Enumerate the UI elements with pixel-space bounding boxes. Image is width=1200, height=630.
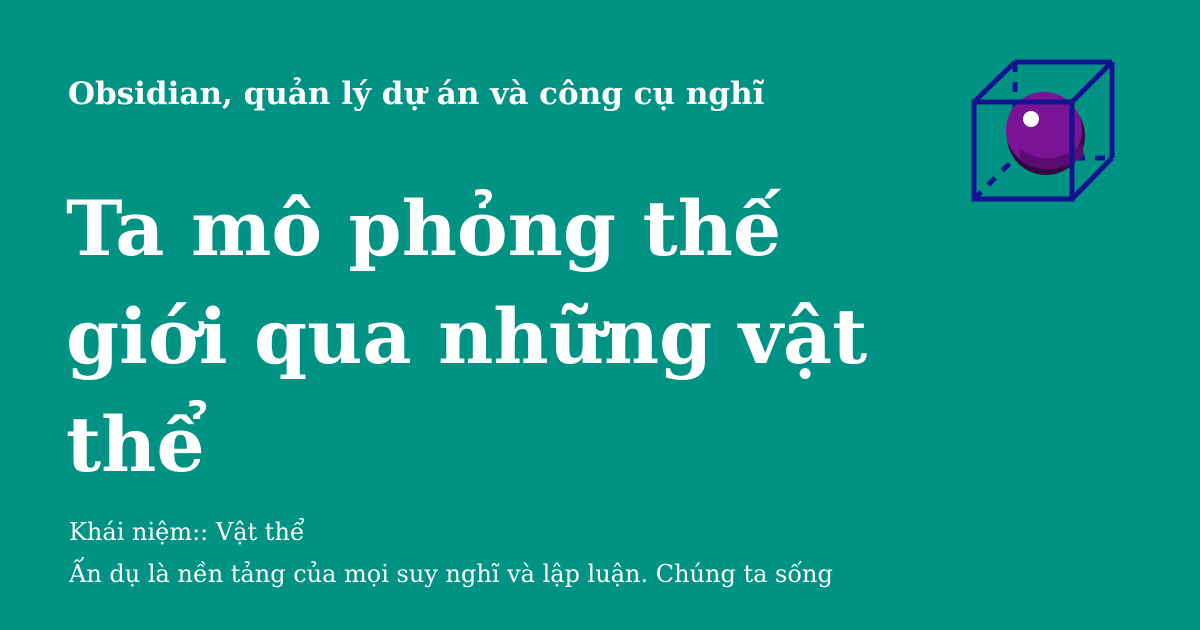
cube-top-right-edge bbox=[1072, 62, 1112, 102]
concept-label: Khái niệm:: Vật thể bbox=[69, 518, 305, 546]
cube-top-left-edge bbox=[974, 62, 1015, 102]
cube-bottom-right-edge bbox=[1072, 158, 1112, 199]
cube-sphere-icon bbox=[964, 54, 1126, 212]
series-title: Obsidian, quản lý dự án và công cụ nghĩ bbox=[68, 76, 765, 112]
page-title: Ta mô phỏng thế giới qua những vật thể bbox=[66, 184, 868, 489]
cube-back-edge-diagonal bbox=[974, 158, 1015, 199]
excerpt-text: Ẩn dụ là nền tảng của mọi suy nghĩ và lập luận. Chúng ta sống bbox=[69, 560, 833, 588]
sphere-highlight bbox=[1023, 111, 1039, 127]
